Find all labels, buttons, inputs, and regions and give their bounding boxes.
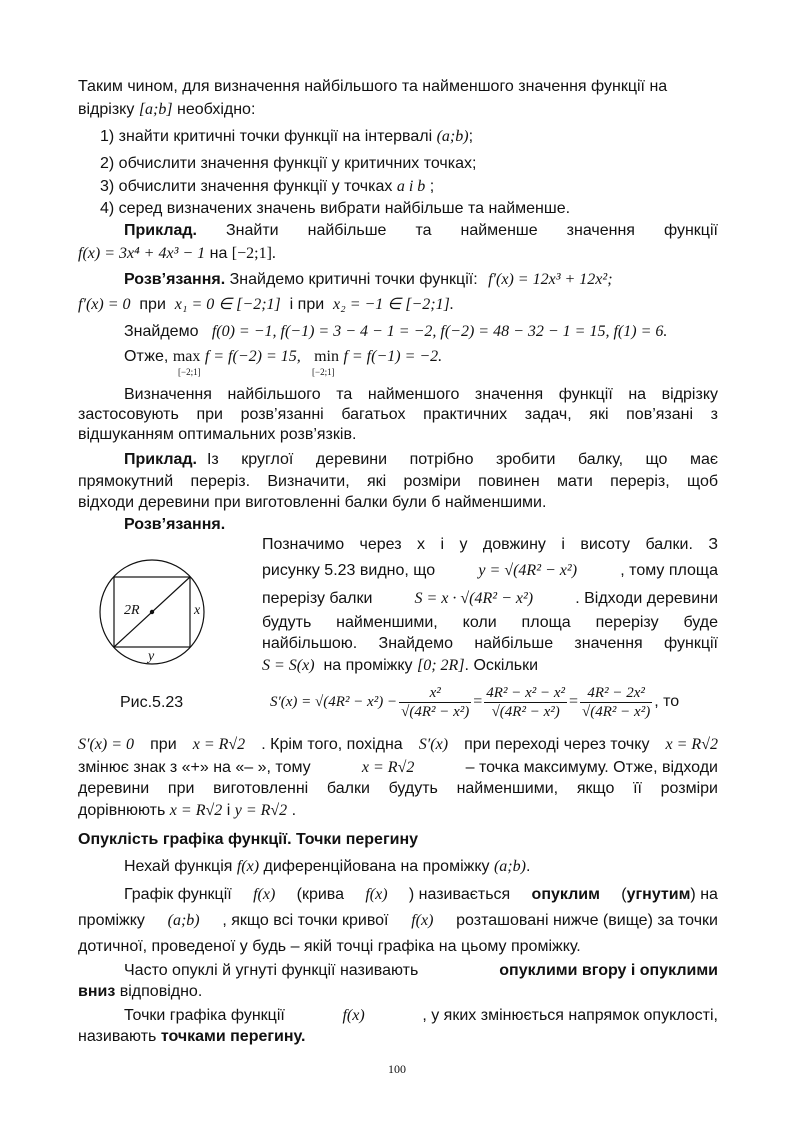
c-p1-m: f(x) [236, 858, 260, 875]
c-p4-b: , у яких змінюється напрямок опуклості, [422, 1007, 718, 1024]
r-l1-b: . Крім того, похідна [261, 736, 403, 753]
c-p2-l2-c: розташовані нижче (вище) за точки [456, 912, 718, 929]
deriv-tail: , то [654, 693, 680, 710]
c-p2-d: ( [621, 886, 627, 903]
example-1-word: та [415, 222, 432, 239]
solution-2-line-1: Позначимо через x і y довжину і висоту балки. З [262, 536, 718, 553]
r-l4-m2: y = R√2 [234, 802, 288, 819]
s2-l3-a: перерізу балки [262, 590, 373, 607]
intro-text-a: відрізку [78, 101, 135, 118]
example-1-interval: [−2;1]. [231, 245, 276, 262]
c-p3-a: Часто опуклі й угнуті функції називають [124, 962, 419, 979]
c-p2-m2: f(x) [365, 886, 388, 903]
function-values: f(0) = −1, f(−1) = 3 − 4 − 1 = −2, f(−2) = 48 − 32 − 1 = 15, f(1) = 6. [211, 323, 668, 340]
example-1-line-2 [78, 244, 276, 264]
c-p2-b: (крива [296, 886, 344, 903]
step-3-tail: ; [429, 178, 435, 195]
step-3-math: a і b [396, 178, 426, 195]
solution-1-line-4 [124, 347, 442, 367]
r-l4-b: і [226, 802, 231, 819]
convexity-p4-line-1 [124, 1006, 718, 1026]
r-l1-a: при [150, 736, 177, 753]
center-point [150, 610, 154, 614]
step-1 [100, 127, 473, 147]
applications-line-3: відшуканням оптимальних розв’язків. [78, 426, 357, 443]
max-subscript: [−2;1] [178, 367, 201, 377]
solution-1-derivative: f′(x) = 12x³ + 12x²; [488, 271, 613, 288]
step-1-text: 1) знайти критичні точки функції на інтервалі [100, 128, 433, 145]
solution-1-text: Знайдемо критичні точки функції: [229, 271, 478, 288]
result-line-4 [78, 801, 296, 821]
c-p2-l2-m: f(x) [411, 912, 434, 929]
convexity-p3-line-1 [124, 961, 718, 981]
r-l1-m4: x = R√2 [665, 736, 718, 753]
equals-2: = [569, 693, 579, 710]
solution-2-line-5: найбільшою. Знайдемо найбільше значення функції [262, 635, 718, 652]
critical-point-1: x₁ = 0 ∈ [−2;1] [174, 296, 281, 313]
r-l1-m3: S′(x) [418, 736, 449, 753]
s2-l3-math: S = x · √(4R² − x²) [414, 590, 534, 607]
equals-1: = [473, 693, 483, 710]
c-p4-m: f(x) [342, 1007, 365, 1024]
solution-1-line-2 [78, 295, 454, 315]
convexity-p4-line-2 [78, 1027, 305, 1047]
example-2-line-1 [124, 450, 718, 470]
c-p2-l2-b: , якщо всі точки кривої [222, 912, 389, 929]
example-1-word: Знайти [226, 222, 279, 239]
example-2-label: Приклад. [124, 451, 197, 468]
example-1-word: значення [566, 222, 635, 239]
c-p2-e: ) на [690, 886, 718, 903]
c-p1-c: . [525, 858, 531, 875]
step-3 [100, 177, 434, 197]
page-number: 100 [388, 1062, 406, 1076]
r-l1-m2: x = R√2 [192, 736, 246, 753]
applications-line-2: застосовують при розв’язанні багатьох практичних задач, які пов’язані з [78, 406, 718, 423]
c-p2-bold1: опуклим [531, 886, 600, 903]
example-1-word: найбільше [307, 222, 387, 239]
r-l4-m1: x = R√2 [169, 802, 223, 819]
example-1-on: на [209, 245, 228, 262]
derivative-equation [270, 678, 679, 726]
solution-2-label-text: Розв’язання. [124, 516, 226, 533]
step-1-tail: ; [468, 128, 474, 145]
c-p2-m1: f(x) [253, 886, 276, 903]
s2-l2-math: y = √(4R² − x²) [478, 562, 578, 579]
s2-l2-b: , тому площа [620, 562, 718, 579]
r-l2-b: – точка максимуму. Отже, відходи [465, 759, 718, 776]
fraction-1-num: x² [429, 684, 441, 701]
fraction-2 [484, 684, 567, 721]
solution-2-line-6 [262, 656, 538, 676]
fraction-1-den: √(4R² − x²) [401, 703, 470, 720]
example-1-function: f(x) = 3x⁴ + 4x³ − 1 [78, 245, 206, 262]
c-p1-b: диференційована на проміжку [263, 858, 490, 875]
step-4: 4) серед визначених значень вибрати найбільше та найменше. [100, 200, 571, 217]
convexity-p1 [124, 857, 530, 877]
fraction-3 [580, 684, 652, 721]
solution-1-line-1 [124, 270, 613, 290]
fraction-3-num: 4R² − 2x² [587, 684, 645, 701]
result-line-2 [78, 758, 718, 778]
solution-2-line-2 [262, 561, 718, 581]
s2-l6-math: S = S(x) [262, 657, 315, 674]
solution-1-line-3 [124, 322, 667, 342]
s2-l6-b: . Оскільки [464, 657, 539, 674]
example-2-line-2: прямокутний переріз. Визначити, які розміри повинен мати переріз, щоб [78, 473, 718, 490]
r-l4-a: дорівнюють [78, 802, 166, 819]
r-l2-a: змінює знак з «+» на «– », тому [78, 759, 311, 776]
intro-line-1: Таким чином, для визначення найбільшого та найменшого значення функції на [78, 78, 668, 95]
example-2-text: Із круглої деревини потрібно зробити балку, що має [206, 451, 718, 468]
fraction-1 [399, 684, 471, 721]
figure-caption: Рис.5.23 [120, 694, 184, 711]
convexity-p2-line-3: дотичної, проведеної у будь – якій точці графіка на цьому проміжку. [78, 938, 581, 955]
solution-2-label [124, 515, 225, 535]
min-value: f = f(−1) = −2. [343, 348, 443, 365]
applications-line-1: Визначення найбільшого та найменшого значення функції на відрізку [124, 386, 718, 403]
c-p4-a: Точки графіка функції [124, 1007, 285, 1024]
label-y: y [148, 649, 155, 664]
c-p2-bold2: угнутим [626, 886, 691, 903]
max-value: f = f(−2) = 15, [204, 348, 301, 365]
min-subscript: [−2;1] [312, 367, 335, 377]
solution-2-line-4: будуть найменшими, коли площа перерізу буде [262, 614, 718, 631]
example-1-line-1 [124, 221, 718, 241]
fraction-3-den: √(4R² − x²) [582, 703, 651, 720]
critical-point-2: x₂ = −1 ∈ [−2;1]. [333, 296, 454, 313]
intro-line-2 [78, 100, 255, 120]
s2-l6-interval: [0; 2R] [416, 657, 465, 674]
critical-eq: f′(x) = 0 [78, 296, 131, 313]
step-1-math: (a;b) [436, 128, 469, 145]
c-p1-i: (a;b) [493, 858, 526, 875]
c-p3-bold: опуклими вгору і опуклими [499, 962, 718, 979]
fraction-2-num: 4R² − x² − x² [486, 684, 566, 701]
convexity-p2-line-2 [78, 911, 718, 931]
section-title: Опуклість графіка функції. Точки перегину [78, 831, 419, 848]
label-x: x [194, 603, 201, 618]
example-1-word: функції [663, 222, 718, 239]
step-3-text: 3) обчислити значення функції у точках [100, 178, 393, 195]
figure-circle-beam [96, 556, 208, 668]
min-operator: min [314, 348, 339, 365]
critical-text-and: і при [289, 296, 325, 313]
result-line-1 [78, 735, 718, 755]
c-p1-a: Нехай функція [124, 858, 233, 875]
solution-2-line-3 [262, 589, 718, 609]
values-label: Знайдемо [124, 323, 199, 340]
s2-l3-b: . Відходи деревини [575, 590, 718, 607]
example-2-line-3: відходи деревини при виготовленні балки були б найменшими. [78, 494, 547, 511]
interval-ab: [a;b] [138, 101, 173, 118]
c-p4-l2-a: називають [78, 1028, 157, 1045]
c-p4-l2-bold: точками перегину. [160, 1028, 306, 1045]
max-operator: max [172, 348, 201, 365]
c-p2-l2-a: проміжку [78, 912, 145, 929]
c-p2-l2-i: (a;b) [167, 912, 200, 929]
s2-l2-a: рисунку 5.23 видно, що [262, 562, 436, 579]
c-p3-l2-bold: вниз [78, 983, 116, 1000]
convexity-p3-line-2 [78, 982, 202, 1002]
c-p3-l2-a: відповідно. [119, 983, 203, 1000]
r-l4-c: . [291, 802, 297, 819]
solution-1-label: Розв’язання. [124, 271, 226, 288]
step-2: 2) обчислити значення функції у критичних точках; [100, 155, 477, 172]
c-p2-a: Графік функції [124, 886, 232, 903]
r-l2-m: x = R√2 [361, 759, 415, 776]
deriv-lhs: S′(x) = √(4R² − x²) − [270, 693, 398, 710]
c-p2-c: ) називається [408, 886, 511, 903]
fraction-2-den: √(4R² − x²) [484, 702, 567, 721]
example-1-label: Приклад. [124, 222, 197, 239]
example-1-word: найменше [460, 222, 538, 239]
r-l1-c: при переході через точку [464, 736, 650, 753]
critical-text-at: при [139, 296, 166, 313]
convexity-p2-line-1 [124, 885, 718, 905]
conclusion-label: Отже, [124, 348, 169, 365]
r-l1-m1: S′(x) = 0 [78, 736, 135, 753]
result-line-3: деревини при виготовленні балки будуть найменшими, якщо її розміри [78, 780, 718, 797]
label-2r: 2R [124, 603, 140, 618]
s2-l6-a: на проміжку [323, 657, 413, 674]
intro-text-b: необхідно: [177, 101, 256, 118]
